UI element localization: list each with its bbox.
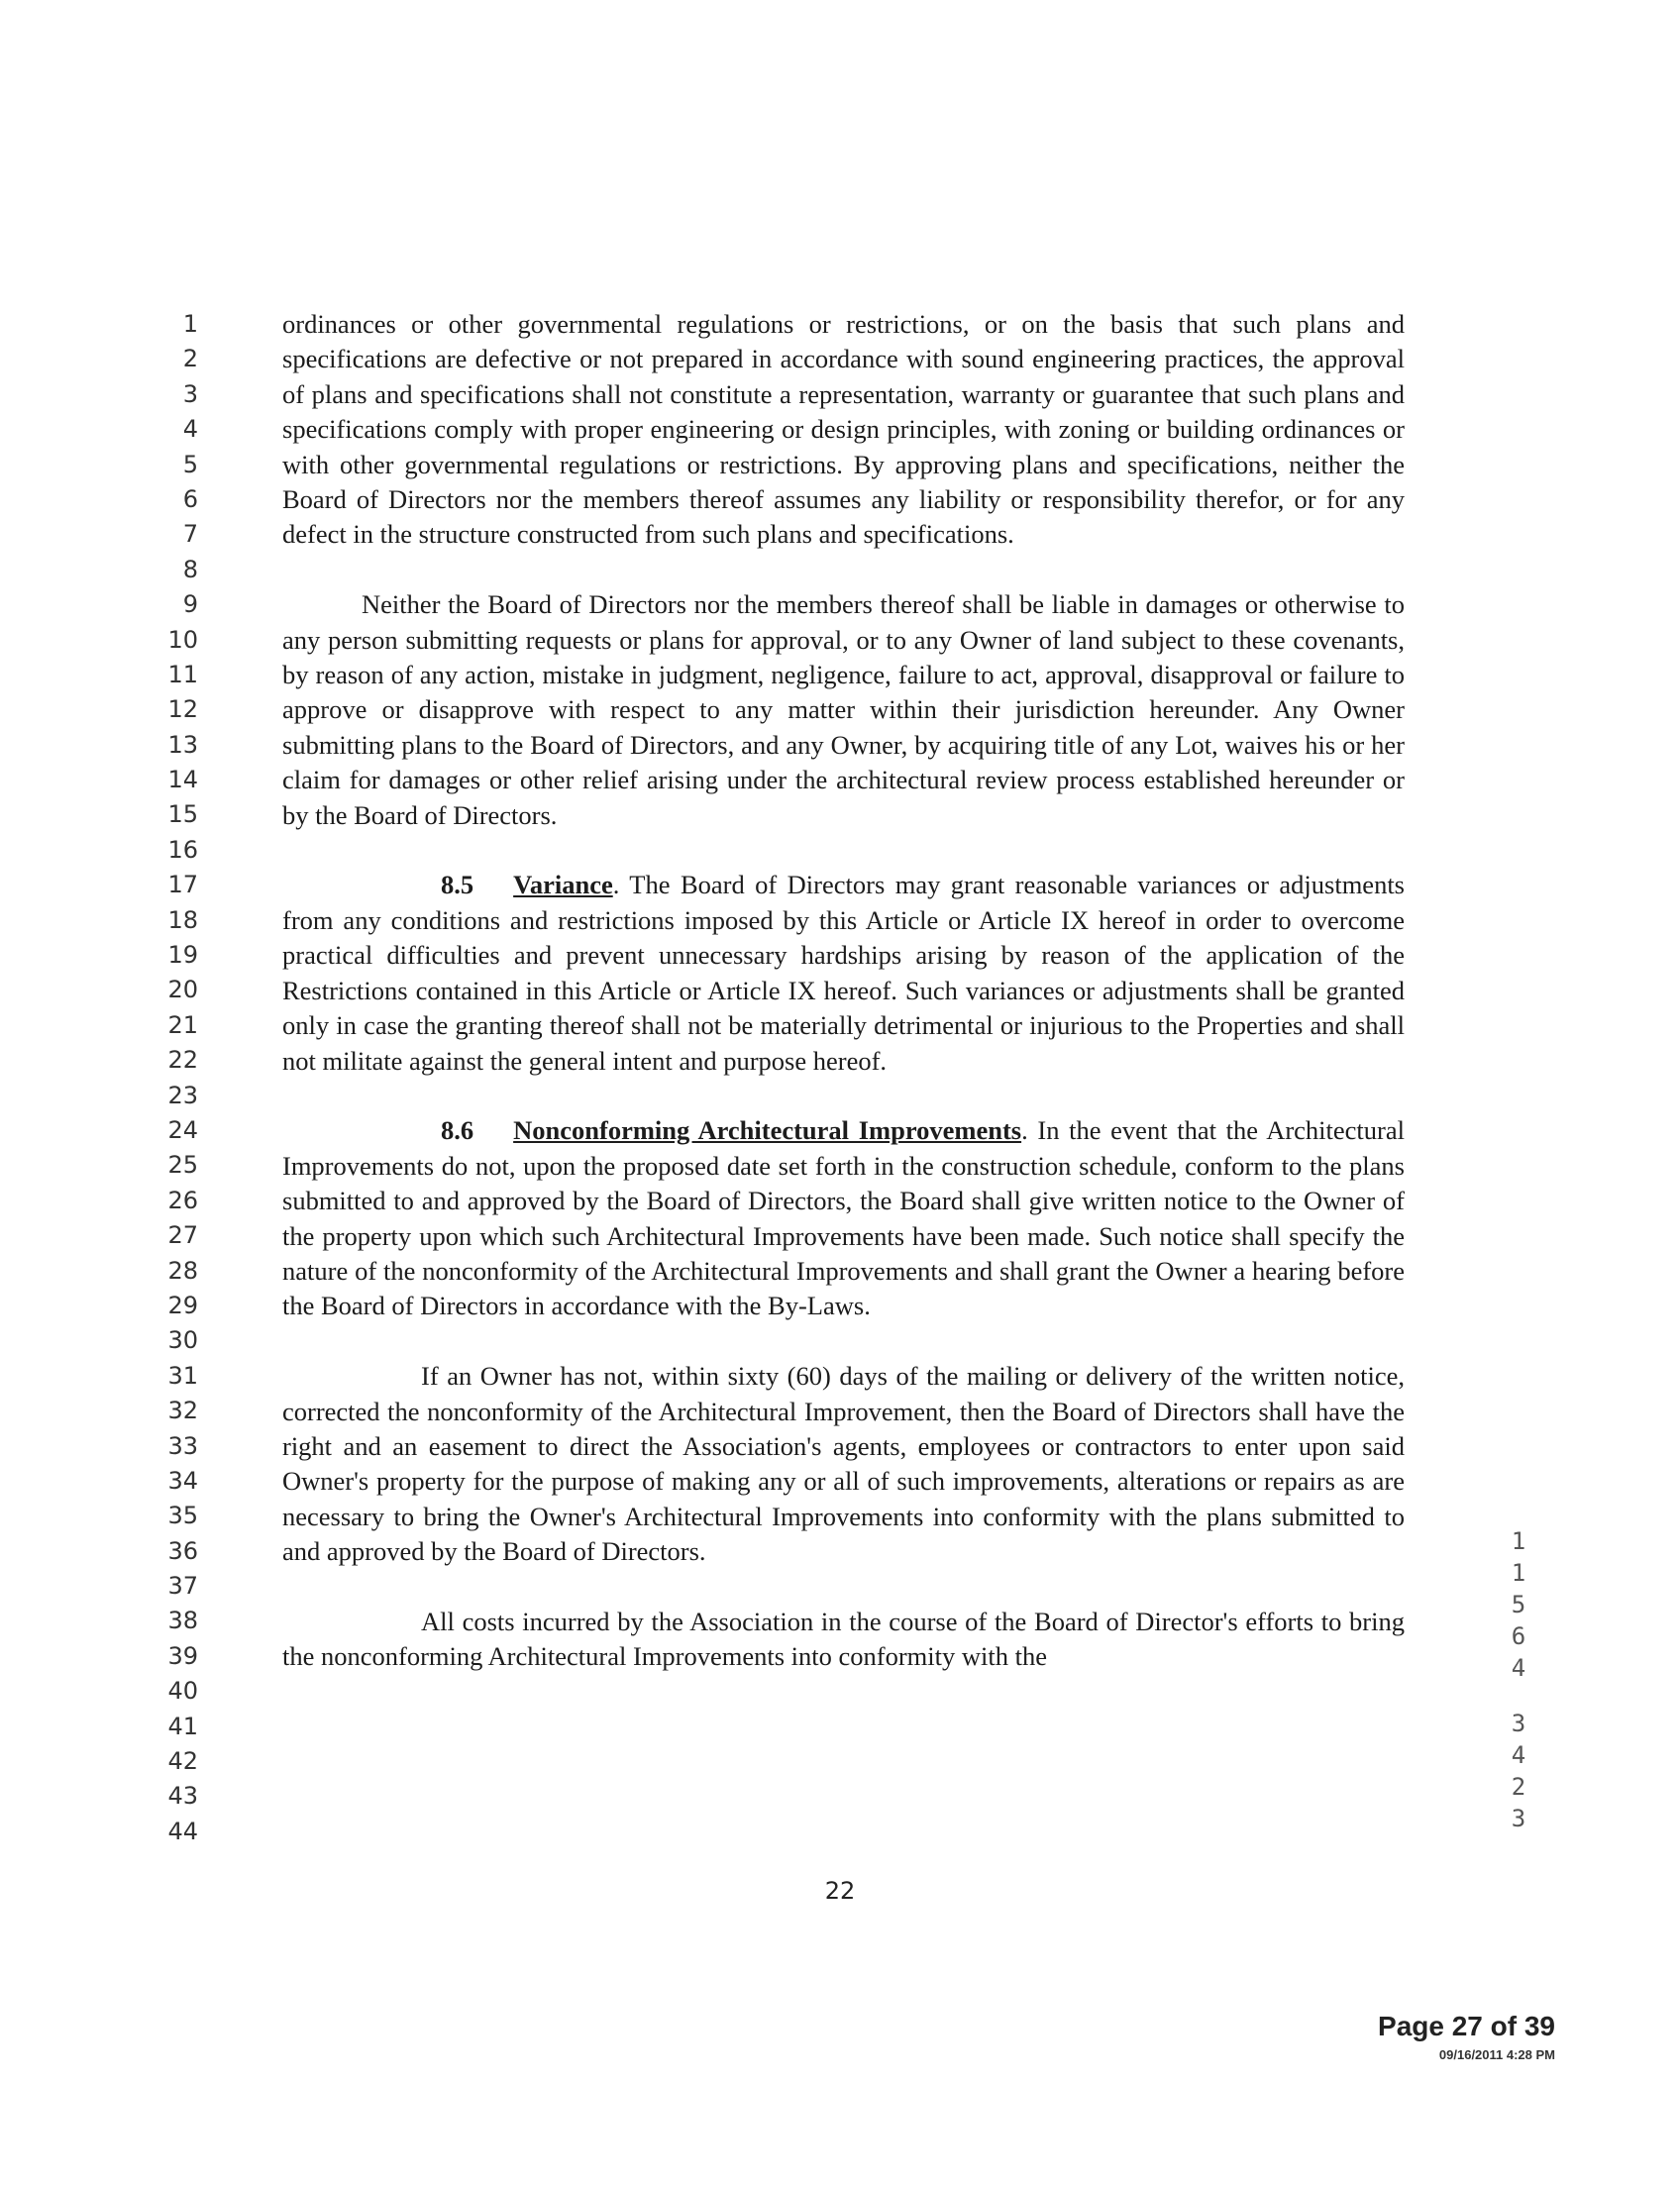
- footer-page-label: Page 27 of 39: [1378, 2011, 1555, 2041]
- section-8-6: [282, 1113, 1405, 1323]
- line-number: 27: [167, 1221, 198, 1250]
- line-number: 16: [167, 835, 198, 864]
- section-number: 8.6: [441, 1115, 474, 1146]
- line-number: 1: [182, 310, 198, 338]
- footer-timestamp: 09/16/2011 4:28 PM: [1438, 2047, 1555, 2062]
- section-body: . The Board of Directors may grant reasonable variances or adjustments from any conditions and restrictions imposed by this Article or Article IX hereof in order to overcome practical difficulties and prevent unnecessary hardships arising by reason of the application of the Restrictions contained in this Article or Article IX hereof. Such variances or adjustments shall be granted only in case the granting thereof shall not be materially detrimental or injurious to the Properties and shall not militate against the general intent and purpose hereof.: [282, 870, 1405, 1076]
- line-number: 23: [167, 1081, 198, 1109]
- line-number: 31: [167, 1361, 198, 1390]
- paragraph-owner-notice: If an Owner has not, within sixty (60) days of the mailing or delivery of the written notice, corrected the nonconformity of the Architectural Improvement, then the Board of Directors shall have the right and an easement to direct the Association's agents, employees or contractors to enter upon said Owner's property for the purpose of making any or all of such improvements, alterations or repairs as are necessary to bring the Owner's Architectural Improvements into conformity with the plans submitted to and approved by the Board of Directors.: [282, 1361, 1405, 1567]
- recording-stamp: [1504, 1525, 1533, 1834]
- line-number: 12: [167, 695, 198, 724]
- line-number: 19: [167, 941, 198, 970]
- line-number: 33: [167, 1431, 198, 1460]
- line-number: 43: [167, 1782, 198, 1811]
- line-number-column: [139, 307, 198, 1849]
- line-number: 2: [182, 345, 198, 373]
- paragraph-costs: All costs incurred by the Association in the course of the Board of Director's efforts to bring the nonconforming Architectural Improvements into conformity with the: [282, 1606, 1405, 1672]
- stamp-char: 3: [1511, 1805, 1526, 1832]
- paragraph-continuation: ordinances or other governmental regulations or restrictions, or on the basis that such plans and specifications are defective or not prepared in accordance with sound engineering practices, the approval of plans and specifications shall not constitute a representation, warranty or guarantee that such plans and specifications comply with proper engineering or design principles, with zoning or building ordinances or with other governmental regulations or restrictions. By approving plans and specifications, neither the Board of Directors nor the members thereof assumes any liability or responsibility therefor, or for any defect in the structure constructed from such plans and specifications.: [282, 309, 1405, 550]
- line-number: 7: [182, 520, 198, 549]
- document-body: [282, 307, 1405, 1710]
- line-number: 10: [167, 625, 198, 654]
- section-title: Variance: [513, 870, 613, 900]
- line-number: 34: [167, 1466, 198, 1495]
- line-number: 11: [167, 660, 198, 688]
- line-number: 25: [167, 1151, 198, 1180]
- line-number: 26: [167, 1186, 198, 1214]
- section-8-5: [282, 868, 1405, 1078]
- stamp-char: 1: [1511, 1559, 1526, 1587]
- stamp-char: 4: [1511, 1741, 1526, 1769]
- section-title: Nonconforming Architectural Improvements: [513, 1115, 1022, 1146]
- stamp-gap: [1504, 1684, 1533, 1708]
- section-body: . In the event that the Architectural Improvements do not, upon the proposed date set forth in the construction schedule, conform to the plans submitted to and approved by the Board of Directors, the Board shall give written notice to the Owner of the property upon which such Architectural Improvements have been made. Such notice shall specify the nature of the nonconformity of the Architectural Improvements and shall grant the Owner a hearing before the Board of Directors in accordance with the By-Laws.: [282, 1115, 1405, 1321]
- line-number: 21: [167, 1010, 198, 1039]
- line-number: 3: [182, 379, 198, 408]
- line-number: 42: [167, 1747, 198, 1776]
- paragraph-liability: Neither the Board of Directors nor the members thereof shall be liable in damages or otherwise to any person submitting requests or plans for approval, or to any Owner of land subject to these covenants, by reason of any action, mistake in judgment, negligence, failure to act, approval, disapproval or failure to approve or disapprove with respect to any matter within their jurisdiction hereunder. Any Owner submitting plans to the Board of Directors, and any Owner, by acquiring title of any Lot, waives his or her claim for damages or other relief arising under the architectural review process established hereunder or by the Board of Directors.: [282, 589, 1405, 830]
- stamp-char: 2: [1511, 1773, 1526, 1801]
- line-number: 40: [167, 1677, 198, 1706]
- line-number: 17: [167, 871, 198, 899]
- line-number: 24: [167, 1115, 198, 1144]
- line-number: 15: [167, 800, 198, 829]
- line-number: 4: [182, 415, 198, 444]
- line-number: 20: [167, 976, 198, 1004]
- line-number: 37: [167, 1572, 198, 1601]
- line-number: 30: [167, 1326, 198, 1355]
- line-number: 35: [167, 1502, 198, 1530]
- line-number: 8: [182, 555, 198, 583]
- line-number: 38: [167, 1607, 198, 1635]
- line-number: 22: [167, 1046, 198, 1075]
- stamp-char: 4: [1511, 1654, 1526, 1682]
- section-number: 8.5: [441, 870, 474, 900]
- line-number: 28: [167, 1256, 198, 1285]
- line-number: 32: [167, 1397, 198, 1425]
- line-number: 39: [167, 1641, 198, 1670]
- stamp-char: 3: [1511, 1710, 1526, 1737]
- stamp-char: 5: [1511, 1591, 1526, 1618]
- page-number: 22: [824, 1877, 856, 1905]
- stamp-char: 6: [1511, 1622, 1526, 1650]
- line-number: 36: [167, 1536, 198, 1565]
- line-number: 5: [182, 450, 198, 478]
- line-number: 18: [167, 905, 198, 934]
- line-number: 44: [167, 1817, 198, 1845]
- line-number: 6: [182, 484, 198, 513]
- line-number: 9: [182, 590, 198, 619]
- line-number: 29: [167, 1291, 198, 1319]
- line-number: 41: [167, 1712, 198, 1740]
- line-number: 14: [167, 766, 198, 794]
- stamp-char: 1: [1511, 1527, 1526, 1555]
- line-number: 13: [167, 730, 198, 759]
